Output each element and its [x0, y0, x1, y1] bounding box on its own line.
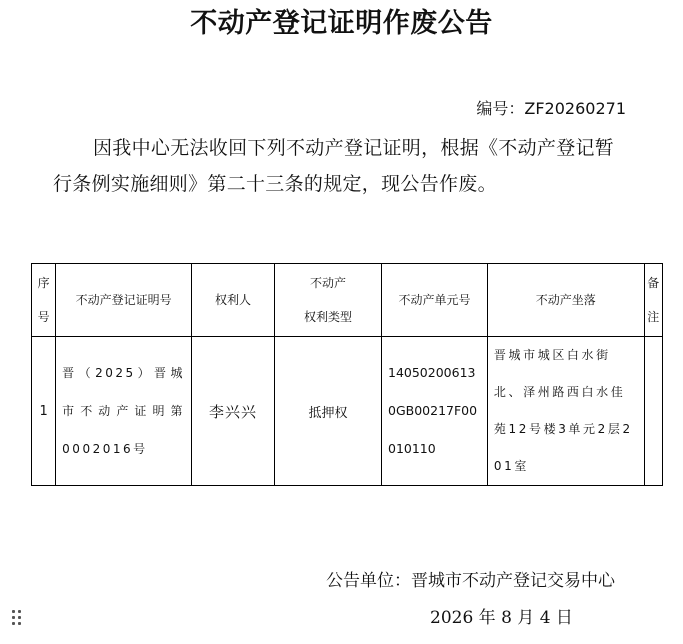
cell-seq: 1	[32, 337, 56, 486]
header-holder: 权利人	[192, 264, 275, 337]
header-right-type-line1: 不动产	[309, 276, 346, 290]
header-note	[644, 264, 662, 337]
cell-unit-number: 140502006130GB00217F00010110	[382, 337, 488, 486]
table-header-row	[32, 264, 663, 337]
header-seq-line1: 序	[37, 276, 50, 290]
cell-right-type: 抵押权	[274, 337, 381, 486]
header-cert-number: 不动产登记证明号	[56, 264, 192, 337]
page-title: 不动产登记证明作废公告	[190, 8, 493, 39]
header-right-type	[274, 264, 381, 337]
certificate-table	[31, 263, 663, 486]
cell-holder: 李兴兴	[192, 337, 275, 486]
issuing-unit: 公告单位：晋城市不动产登记交易中心	[326, 571, 615, 591]
issue-date: 2026 年 8 月 4 日	[430, 608, 573, 628]
cell-location: 晋城市城区白水街北、泽州路西白水佳苑12号楼3单元2层201室	[487, 337, 644, 486]
header-seq-line2: 号	[37, 310, 50, 324]
header-right-type-line2: 权利类型	[303, 310, 352, 324]
cell-note	[644, 337, 662, 486]
header-unit-number: 不动产单元号	[382, 264, 488, 337]
header-seq	[32, 264, 56, 337]
drag-handle-icon[interactable]	[12, 610, 22, 626]
header-location: 不动产坐落	[487, 264, 644, 337]
header-note-line2: 注	[647, 310, 660, 324]
cell-cert-number: 晋（2025）晋城市不动产证明第0002016号	[56, 337, 192, 486]
table-row	[32, 337, 663, 486]
announcement-body: 因我中心无法收回下列不动产登记证明，根据《不动产登记暂行条例实施细则》第二十三条的规定，现公告作废。	[53, 137, 615, 195]
header-note-line1: 备	[647, 276, 660, 290]
document-number: 编号：ZF20260271	[476, 99, 626, 118]
